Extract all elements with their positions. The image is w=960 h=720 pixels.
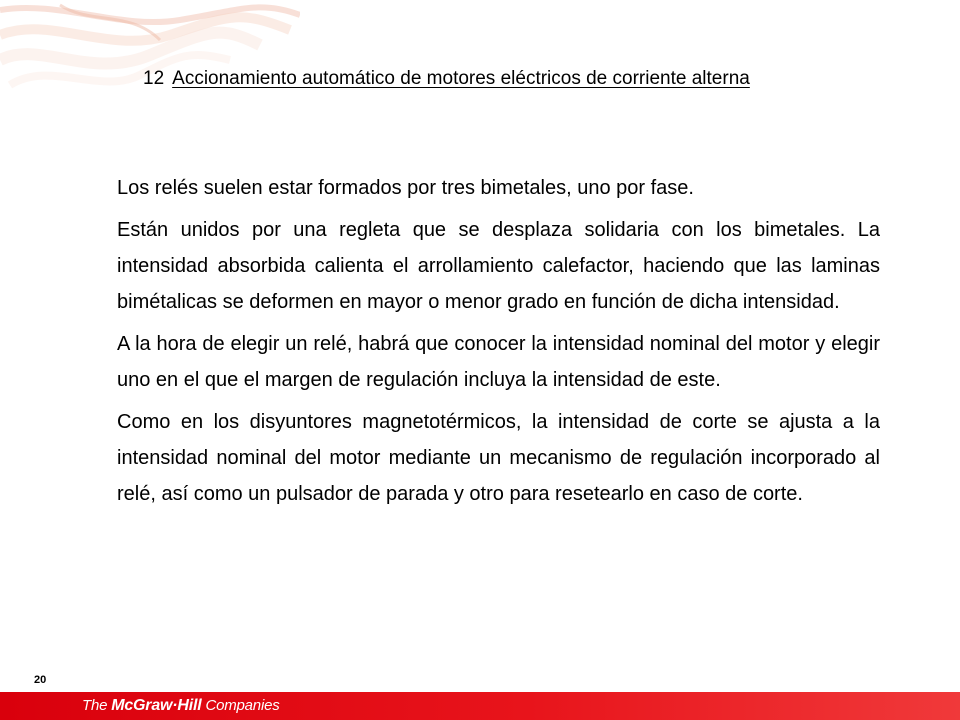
paragraph: Como en los disyuntores magnetotérmicos, la intensidad de corte se ajusta a la intensidad nominal del motor mediante un mecanismo de regulación incorporado al relé, así como un pulsador de parada y otro para resetearlo en caso de corte. <box>117 411 880 505</box>
paragraph: Están unidos por una regleta que se desplaza solidaria con los bimetales. La intensidad absorbida calienta el arrollamiento calefactor, haciendo que las laminas bimétalicas se deformen en mayor o menor grado en función de dicha intensidad. <box>117 219 880 313</box>
logo-prefix: The <box>82 697 112 714</box>
logo-brand: McGraw·Hill <box>111 697 202 714</box>
decorative-swirl-graphic <box>0 0 300 120</box>
publisher-logo <box>82 697 280 715</box>
chapter-title: Accionamiento automático de motores eléctricos de corriente alterna <box>172 68 750 89</box>
page-number: 20 <box>34 674 47 686</box>
slide-header <box>143 68 750 90</box>
paragraph: A la hora de elegir un relé, habrá que conocer la intensidad nominal del motor y elegir uno en el que el margen de regulación incluya la intensidad de este. <box>117 333 880 391</box>
paragraph: Los relés suelen estar formados por tres bimetales, uno por fase. <box>117 177 694 199</box>
chapter-number: 12 <box>143 68 165 89</box>
logo-suffix: Companies <box>201 697 280 714</box>
footer-bar <box>0 692 960 720</box>
slide-body <box>117 170 880 518</box>
